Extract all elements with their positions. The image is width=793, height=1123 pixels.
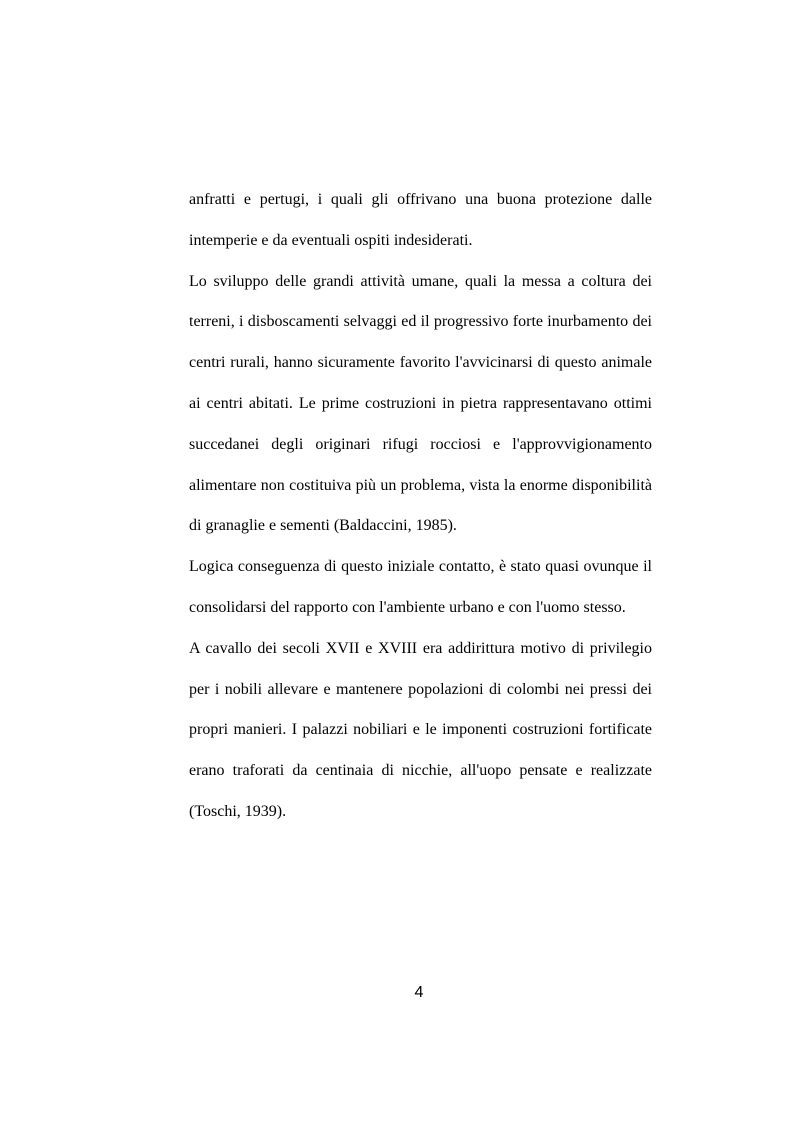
paragraph-1: anfratti e pertugi, i quali gli offrivano una buona protezione dalle intemperie e da eventuali ospiti indesiderati. <box>189 191 652 249</box>
paragraph-3: Logica conseguenza di questo iniziale contatto, è stato quasi ovunque il consolidarsi del rapporto con l'ambiente urbano e con l'uomo stesso. <box>189 558 652 616</box>
body-text <box>189 180 652 833</box>
paragraph-2: Lo sviluppo delle grandi attività umane, quali la messa a coltura dei terreni, i disboscamenti selvaggi ed il progressivo forte inurbamento dei centri rurali, hanno sicuramente favorito l'avvicinarsi di questo animale ai centri abitati. Le prime costruzioni in pietra rappresentavano ottimi succedanei degli originari rifugi rocciosi e l'approvvigionamento alimentare non costituiva più un problema, vista la enorme disponibilità di granaglie e sementi (Baldaccini, 1985). <box>189 272 652 535</box>
paragraph-4: A cavallo dei secoli XVII e XVIII era addirittura motivo di privilegio per i nobili allevare e mantenere popolazioni di colombi nei pressi dei propri manieri. I palazzi nobiliari e le imponenti costruzioni fortificate erano traforati da centinaia di nicchie, all'uopo pensate e realizzate (Toschi, 1939). <box>189 639 652 820</box>
page-number: 4 <box>414 984 424 1001</box>
